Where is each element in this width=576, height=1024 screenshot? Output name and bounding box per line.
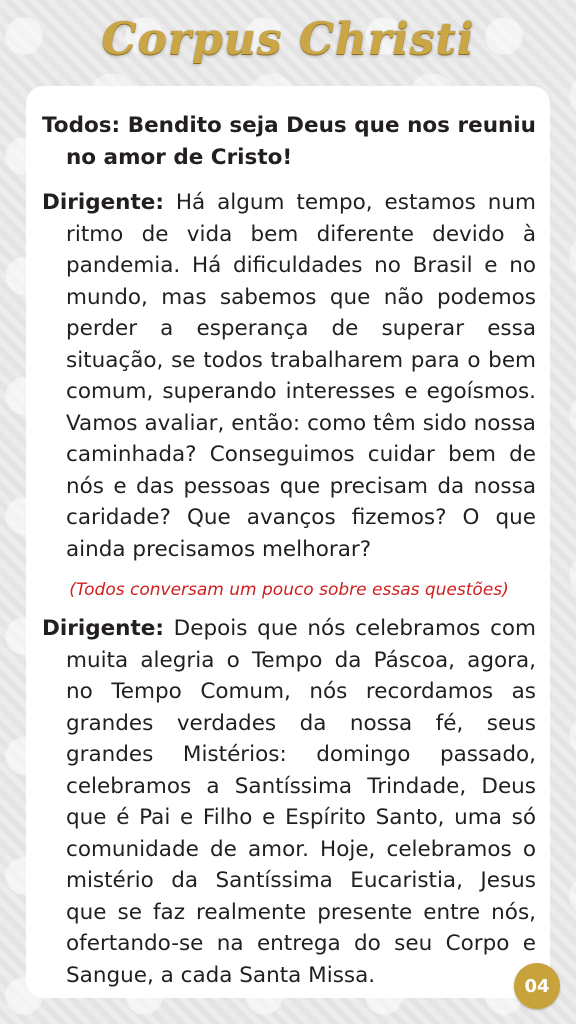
- text-content: [42, 110, 536, 1005]
- paragraph-dirigente-2: [42, 613, 536, 991]
- paragraph-dirigente-1: [42, 187, 536, 565]
- speaker-label-dirigente: Dirigente:: [42, 616, 164, 641]
- paragraph-todos: [42, 110, 536, 173]
- speaker-label-todos: Todos:: [42, 113, 121, 138]
- page-title: Corpus Christi: [101, 14, 475, 65]
- speaker-label-dirigente: Dirigente:: [42, 190, 164, 215]
- paragraph-text: Bendito seja Deus que nos reuniu no amor de Cristo!: [66, 113, 536, 170]
- page-number-badge: 04: [514, 963, 560, 1009]
- rubric-instruction: (Todos conversam um pouco sobre essas questões): [69, 580, 509, 600]
- paragraph-text: Há algum tempo, estamos num ritmo de vida bem diferente devido à pandemia. Há dificuldades no Brasil e no mundo, mas sabemos que não podemos perder a esperança de superar essa situação, se todos trabalharem para o bem comum, superando interesses e egoísmos. Vamos avaliar, então: como têm sido nossa caminhada? Conseguimos cuidar bem de nós e das pessoas que precisam da nossa caridade? Que avanços fizemos? O que ainda precisamos melhorar?: [66, 190, 536, 562]
- paragraph-text: Depois que nós celebramos com muita alegria o Tempo da Páscoa, agora, no Tempo Comum, nós recordamos as grandes verdades da nossa fé, seus grandes Mistérios: domingo passado, celebramos a Santíssima Trindade, Deus que é Pai e Filho e Espírito Santo, uma só comunidade de amor. Hoje, celebramos o mistério da Santíssima Eucaristia, Jesus que se faz realmente presente entre nós, ofertando-se na entrega do seu Corpo e Sangue, a cada Santa Missa.: [66, 616, 536, 988]
